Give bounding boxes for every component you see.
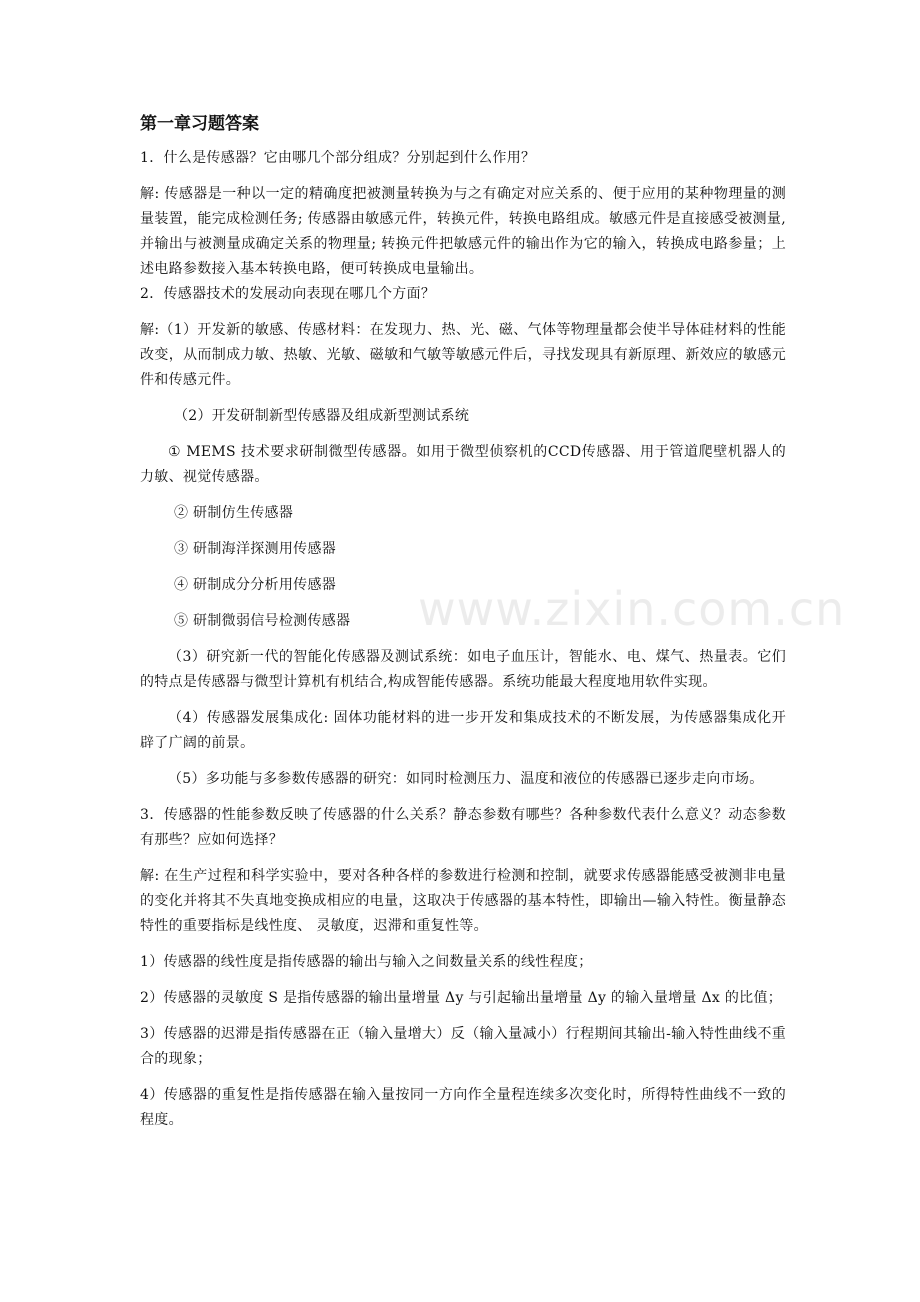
answer-1: 解: 传感器是一种以一定的精确度把被测量转换为与之有确定对应关系的、便于应用的某种物理量的测量装置，能完成检测任务; 传感器由敏感元件，转换元件，转换电路组成。敏感元件是直接感受被测量,并输出与被测量成确定关系的物理量; 转换元件把敏感元件的输出作为它的输入，转换成电路参量；上述电路参数接入基本转换电路，便可转换成电量输出。 [140,186,786,277]
answer-3-point-1: 1）传感器的线性度是指传感器的输出与输入之间数量关系的线性程度； [140,954,593,970]
document-body [140,110,786,1133]
answer-2-part-1: 解:（1）开发新的敏感、传感材料：在发现力、热、光、磁、气体等物理量都会使半导体硅材料的性能改变，从而制成力敏、热敏、光敏、磁敏和气敏等敏感元件后，寻找发现具有新原理、新效应的敏感元件和传感元件。 [140,322,786,388]
answer-3: 解: 在生产过程和科学实验中，要对各种各样的参数进行检测和控制，就要求传感器能感受被测非电量的变化并将其不失真地变换成相应的电量，这取决于传感器的基本特性，即输出—输入特性。衡量静态特性的重要指标是线性度、 灵敏度，迟滞和重复性等。 [140,868,786,934]
answer-2-part-2: （2）开发研制新型传感器及组成新型测试系统 [174,408,470,424]
answer-2-item-5: ⑤ 研制微弱信号检测传感器 [174,613,351,629]
page-title: 第一章习题答案 [140,114,259,134]
answer-2-item-2: ② 研制仿生传感器 [174,505,294,521]
answer-2-item-4: ④ 研制成分分析用传感器 [174,577,337,593]
answer-2-part-4: （4）传感器发展集成化: 固体功能材料的进一步开发和集成技术的不断发展，为传感器集成化开辟了广阔的前景。 [140,710,786,751]
answer-2-part-3: （3）研究新一代的智能化传感器及测试系统：如电子血压计，智能水、电、煤气、热量表。它们的特点是传感器与微型计算机有机结合,构成智能传感器。系统功能最大程度地用软件实现。 [140,649,786,690]
question-3: 3．传感器的性能参数反映了传感器的什么关系？静态参数有哪些？各种参数代表什么意义？动态参数有那些？应如何选择？ [140,807,786,848]
answer-2-part-5: （5）多功能与多参数传感器的研究：如同时检测压力、温度和液位的传感器已逐步走向市场。 [168,771,764,787]
answer-3-point-2: 2）传感器的灵敏度 S 是指传感器的输出量增量 Δy 与引起输出量增量 Δy 的输入量增量 Δx 的比值； [140,990,783,1006]
answer-2-item-3: ③ 研制海洋探测用传感器 [174,541,337,557]
answer-3-point-3: 3）传感器的迟滞是指传感器在正（输入量增大）反（输入量减小）行程期间其输出-输入特性曲线不重合的现象； [140,1026,786,1067]
question-2: 2．传感器技术的发展动向表现在哪几个方面？ [140,286,436,302]
watermark: www.zixin.com.cn [418,582,846,636]
answer-3-point-4: 4）传感器的重复性是指传感器在输入量按同一方向作全量程连续多次变化时，所得特性曲线不一致的程度。 [140,1087,786,1128]
answer-2-item-1: ① MEMS 技术要求研制微型传感器。如用于微型侦察机的CCD传感器、用于管道爬壁机器人的力敏、视觉传感器。 [140,444,786,485]
question-1: 1．什么是传感器？它由哪几个部分组成？分别起到什么作用？ [140,150,536,166]
